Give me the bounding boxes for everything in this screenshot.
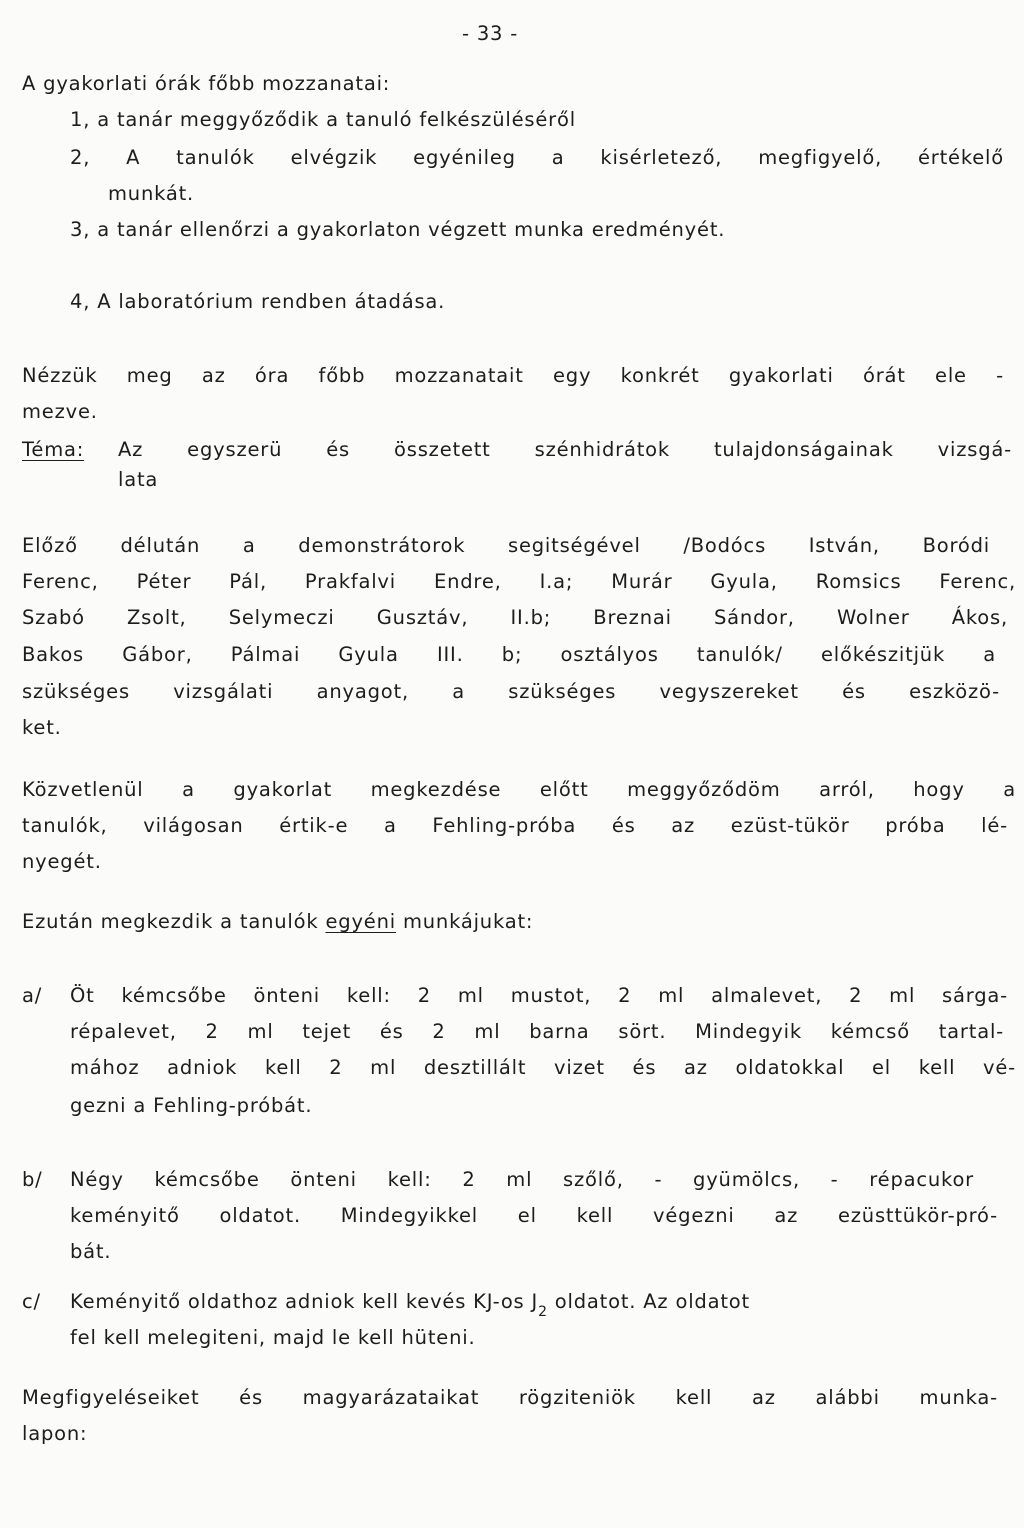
page-number: - 33 - [462, 22, 519, 45]
intro-line-1: Nézzük meg az óra főbb mozzanatait egy konkrét gyakorlati órát ele - [22, 364, 1004, 387]
prep-line-3: Szabó Zsolt, Selymeczi Gusztáv, II.b; Breznai Sándor, Wolner Ákos, [22, 606, 1008, 629]
task-a-line-1: Öt kémcsőbe önteni kell: 2 ml mustot, 2 ml almalevet, 2 ml sárga- [70, 984, 1008, 1007]
start-line-after: munkájukat: [395, 910, 534, 933]
closing-line-2: lapon: [22, 1422, 88, 1445]
task-a-marker: a/ [22, 984, 43, 1007]
task-b-line-1: Négy kémcsőbe önteni kell: 2 ml szőlő, - gyümölcs, - répacukor [70, 1168, 974, 1191]
section-heading: A gyakorlati órák főbb mozzanatai: [22, 72, 391, 95]
task-a-line-3: mához adniok kell 2 ml desztillált vizet és az oldatokkal el kell vé- [70, 1056, 1016, 1079]
topic-line-1: Az egyszerü és összetett szénhidrátok tulajdonságainak vizsgá- [118, 438, 1012, 461]
topic-label: Téma: [22, 438, 85, 461]
task-c-marker: c/ [22, 1290, 41, 1313]
topic-line-2: lata [118, 468, 159, 491]
prep-line-4: Bakos Gábor, Pálmai Gyula III. b; osztályos tanulók/ előkészitjük a [22, 643, 996, 666]
check-line-2: tanulók, világosan értik-e a Fehling-próba és az ezüst-tükör próba lé- [22, 814, 1008, 837]
task-c-line-2: fel kell melegiteni, majd le kell hüteni. [70, 1326, 476, 1349]
task-b-line-2: keményitő oldatot. Mindegyikkel el kell végezni az ezüsttükör-pró- [70, 1204, 998, 1227]
check-line-1: Közvetlenül a gyakorlat megkezdése előtt meggyőződöm arról, hogy a [22, 778, 1016, 801]
task-a-line-4: gezni a Fehling-próbát. [70, 1094, 313, 1117]
prep-line-2: Ferenc, Péter Pál, Prakfalvi Endre, I.a; Murár Gyula, Romsics Ferenc, [22, 570, 1016, 593]
subscript-2: 2 [538, 1304, 548, 1320]
prep-line-6: ket. [22, 716, 62, 739]
step-2-continued: munkát. [108, 182, 195, 205]
start-line [22, 910, 533, 934]
task-a-line-2: répalevet, 2 ml tejet és 2 ml barna sört. Mindegyik kémcső tartal- [70, 1020, 1004, 1043]
closing-line-1: Megfigyeléseiket és magyarázataikat rögziteniök kell az alábbi munka- [22, 1386, 998, 1409]
intro-line-2: mezve. [22, 400, 98, 423]
prep-line-5: szükséges vizsgálati anyagot, a szükséges vegyszereket és eszközö- [22, 680, 1000, 703]
task-b-marker: b/ [22, 1168, 43, 1191]
step-1: 1, a tanár meggyőződik a tanuló felkészüléséről [70, 108, 576, 131]
task-c-line-1-end: oldatot. Az oldatot [547, 1290, 750, 1313]
step-2: 2, A tanulók elvégzik egyénileg a kisérletező, megfigyelő, értékelő [70, 146, 1004, 169]
check-line-3: nyegét. [22, 850, 102, 873]
task-b-line-3: bát. [70, 1240, 112, 1263]
start-line-emphasis: egyéni [325, 910, 396, 933]
task-c-line-1-start: Keményitő oldathoz adniok kell kevés KJ-os J [70, 1290, 539, 1313]
prep-line-1: Előző délután a demonstrátorok segitségével /Bodócs István, Boródi [22, 534, 990, 557]
step-3: 3, a tanár ellenőrzi a gyakorlaton végzett munka eredményét. [70, 218, 726, 241]
step-4: 4, A laboratórium rendben átadása. [70, 290, 446, 313]
task-c-line-1 [70, 1290, 750, 1324]
start-line-before: Ezután megkezdik a tanulók [22, 910, 326, 933]
